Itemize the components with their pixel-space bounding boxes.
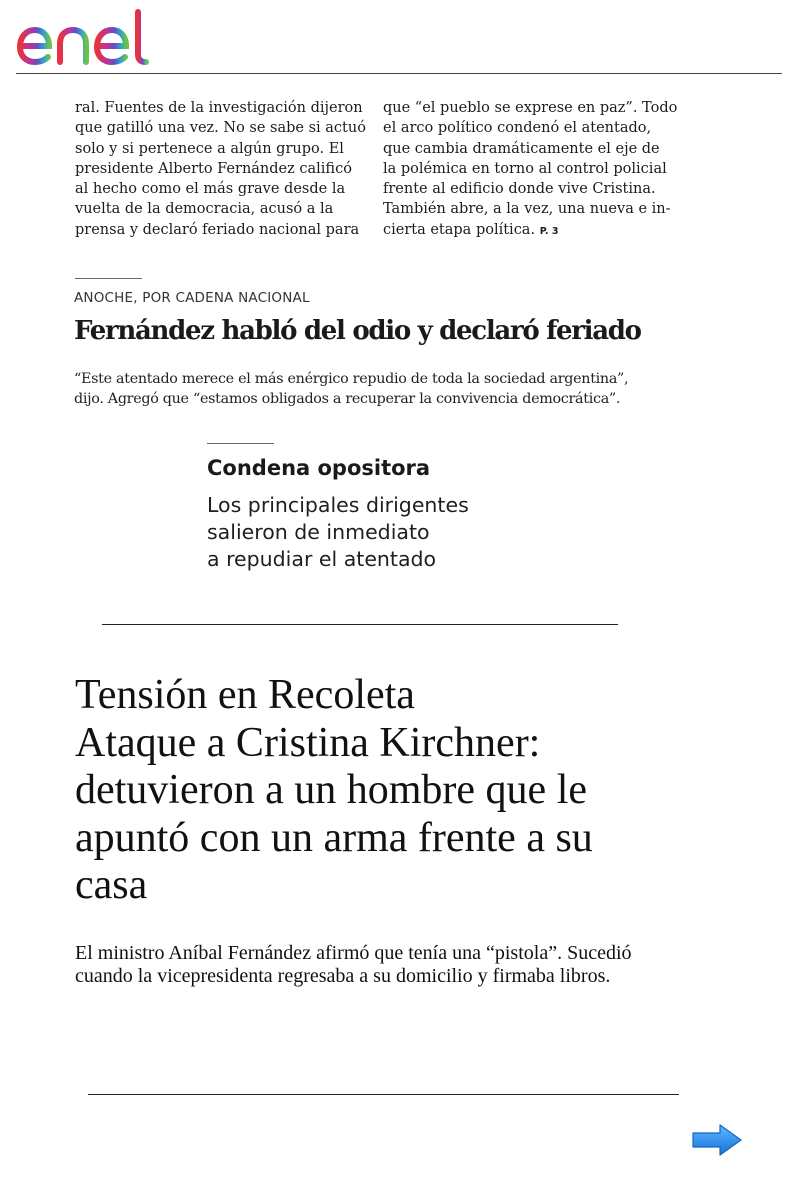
excerpt-line: vuelta de la democracia, acusó a la [75,201,334,218]
story-summary [207,492,469,573]
summary-line: Los principales dirigentes [207,493,469,517]
page-reference: P. 3 [539,225,559,237]
excerpt-line: También abre, a la vez, una nueva e in- [383,201,671,218]
story-kicker: ANOCHE, POR CADENA NACIONAL [74,290,310,306]
excerpt-line: prensa y declaró feriado nacional para [75,221,360,238]
footer-divider [88,1094,679,1095]
subtitle-line: cuando la vicepresidenta regresaba a su domicilio y firmaba libros. [75,965,611,987]
enel-logo-mark [16,8,171,68]
deck-line: “Este atentado merece el más enérgico repudio de toda la sociedad argentina”, [74,371,629,387]
story-deck [74,369,628,409]
excerpt-line-text: cierta etapa política. [383,221,536,238]
excerpt-line-last [383,220,683,242]
arrow-right-icon [690,1122,744,1158]
excerpt-line: presidente Alberto Fernández calificó [75,160,352,177]
article-subtitle [75,942,632,988]
excerpt-line: la polémica en torno al control policial [383,160,667,177]
section-rule [75,278,142,279]
title-line: casa [75,862,148,908]
excerpt-line: ral. Fuentes de la investigación dijeron [75,100,363,116]
story-title: Condena opositora [207,456,431,480]
next-page-button[interactable] [690,1122,744,1158]
title-line: Tensión en Recoleta [75,672,415,718]
excerpt-left-column [75,98,370,240]
subtitle-line: El ministro Aníbal Fernández afirmó que tenía una “pistola”. Sucedió [75,942,632,964]
excerpt-line: el arco político condenó el atentado, [383,120,652,137]
deck-line: dijo. Agregó que “estamos obligados a recuperar la convivencia democrática”. [74,391,621,407]
title-line: apuntó con un arma frente a su [75,814,593,861]
excerpt-line: solo y si pertenece a algún grupo. El [75,140,344,157]
section-rule [207,443,274,444]
story-headline: Fernández habló del odio y declaró feriado [74,316,641,346]
excerpt-line: que gatilló una vez. No se sabe si actuó [75,120,366,137]
excerpt-line: que cambia dramáticamente el eje de [383,140,660,157]
summary-line: salieron de inmediato [207,520,430,544]
title-line: Ataque a Cristina Kirchner: [75,719,541,766]
excerpt-line: frente al edificio donde vive Cristina. [383,181,656,198]
excerpt-right-column [383,98,683,242]
article-title [75,672,593,910]
excerpt-line: al hecho como el más grave desde la [75,181,346,198]
header-divider [16,73,782,74]
title-line: detuvieron a un hombre que le [75,767,587,813]
summary-line: a repudiar el atentado [207,547,437,571]
enel-logo [16,8,171,73]
content-divider [102,624,618,625]
excerpt-line: que “el pueblo se exprese en paz”. Todo [383,100,678,116]
